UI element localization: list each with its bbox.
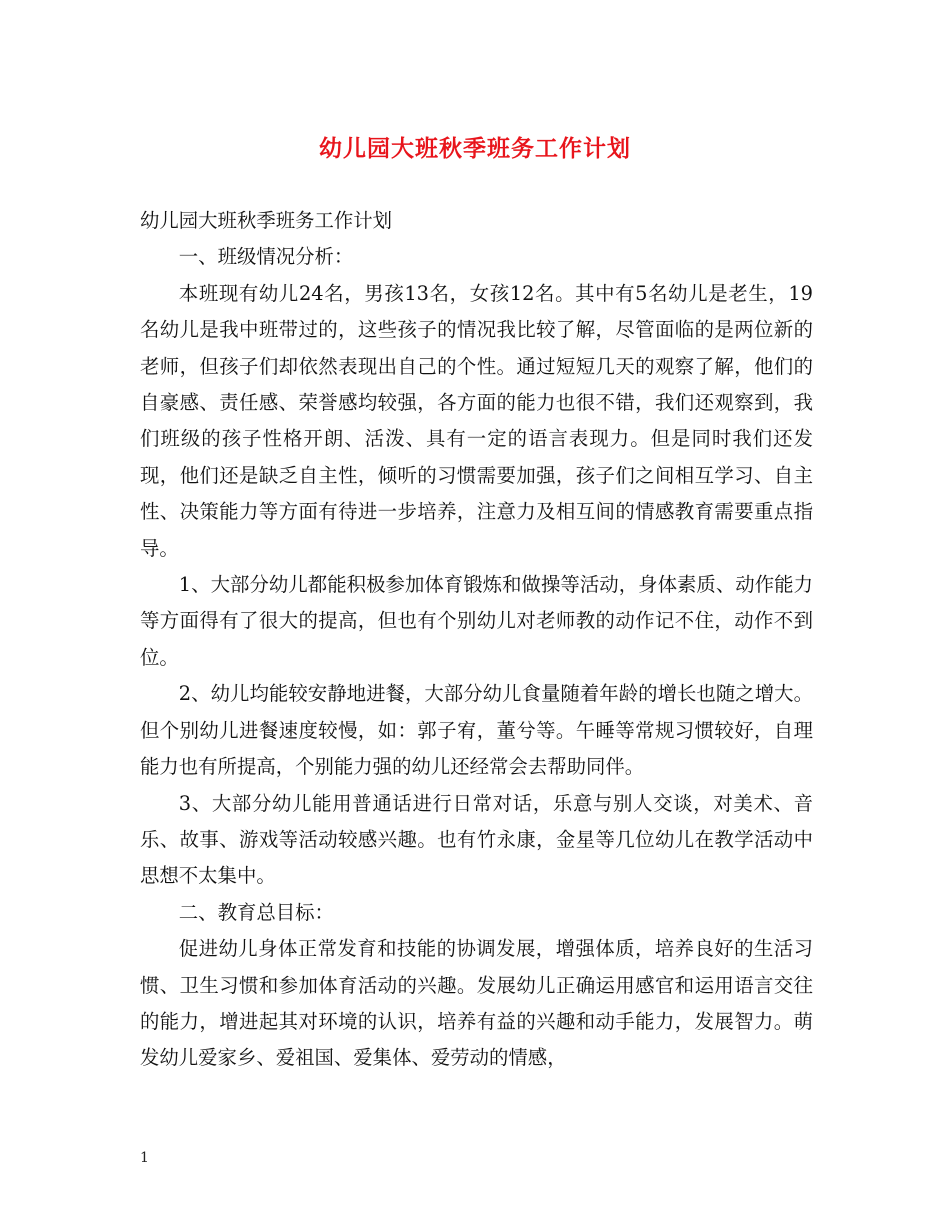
paragraph-item-2: 2、幼儿均能较安静地进餐，大部分幼儿食量随着年龄的增长也随之增大。但个别幼儿进餐速度较慢，如：郭子宥，董兮等。午睡等常规习惯较好，自理能力也有所提高，个别能力强的幼儿还经常会去帮助同伴。 (140, 682, 813, 779)
document-body (140, 203, 813, 1077)
paragraph-education-goals: 促进幼儿身体正常发育和技能的协调发展，增强体质，培养良好的生活习惯、卫生习惯和参加体育活动的兴趣。发展幼儿正确运用感官和运用语言交往的能力，增进起其对环境的认识，培养有益的兴趣和动手能力，发展智力。萌发幼儿爱家乡、爱祖国、爱集体、爱劳动的情感， (140, 937, 813, 1070)
document-title: 幼儿园大班秋季班务工作计划 (319, 136, 631, 162)
paragraph-class-overview: 本班现有幼儿24名，男孩13名，女孩12名。其中有5名幼儿是老生，19名幼儿是我中班带过的，这些孩子的情况我比较了解，尽管面临的是两位新的老师，但孩子们却依然表现出自己的个性。通过短短几天的观察了解，他们的自豪感、责任感、荣誉感均较强，各方面的能力也很不错，我们还观察到，我们班级的孩子性格开朗、活泼、具有一定的语言表现力。但是同时我们还发现，他们还是缺乏自主性，倾听的习惯需要加强，孩子们之间相互学习、自主性、决策能力等方面有待进一步培养，注意力及相互间的情感教育需要重点指导。 (140, 281, 813, 560)
section-heading-education-goals: 二、教育总目标： (178, 900, 334, 924)
paragraph-item-1: 1、大部分幼儿都能积极参加体育锻炼和做操等活动，身体素质、动作能力等方面得有了很大的提高，但也有个别幼儿对老师教的动作记不住，动作不到位。 (140, 573, 813, 669)
page-number: 1 (140, 1150, 149, 1166)
paragraph-heading: 幼儿园大班秋季班务工作计划 (140, 209, 393, 232)
paragraph-item-3: 3、大部分幼儿能用普通话进行日常对话，乐意与别人交谈，对美术、音乐、故事、游戏等活动较感兴趣。也有竹永康，金星等几位幼儿在教学活动中思想不太集中。 (140, 791, 813, 888)
section-heading-class-analysis: 一、班级情况分析： (178, 245, 354, 269)
